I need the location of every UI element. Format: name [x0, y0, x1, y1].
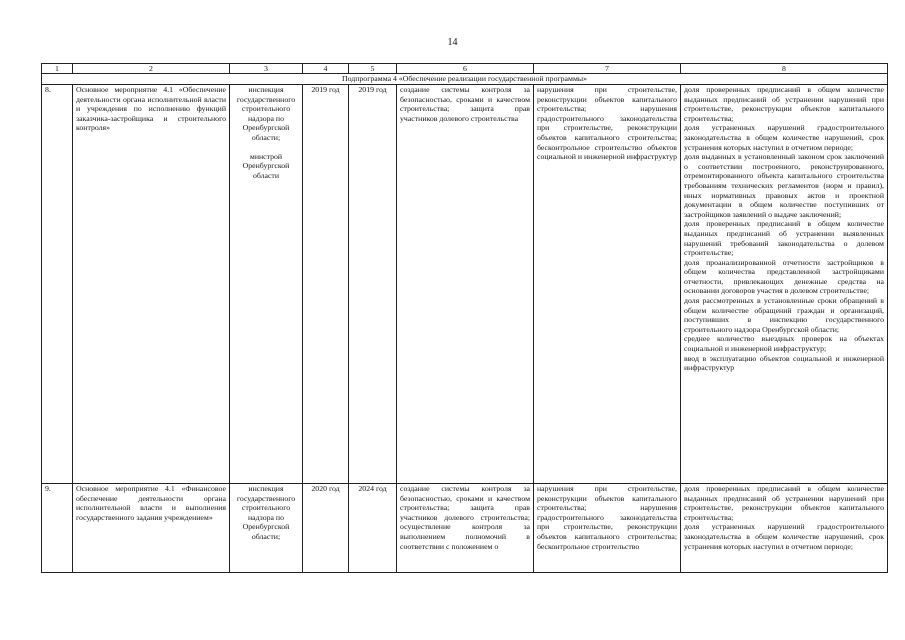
non-implementation-consequences: нарушения при строительстве, реконструкции объектов капитального строительства; нарушения градостроительного законодательства при строительстве, реконструкции объектов капитального строительства; бесконтрольное строительство: [534, 484, 681, 573]
column-header: 4: [303, 64, 349, 74]
executors-cell: [230, 484, 303, 573]
end-year: 2024 год: [349, 484, 397, 573]
indicator: среднее количество выездных проверок на объектах социальной и инженерной инфраструктур;: [684, 334, 884, 354]
indicator: доля проверенных предписаний в общем количестве выданных предписаний об устранении выявленных нарушений требований законодательства о долевом строительстве;: [684, 219, 884, 258]
start-year: 2020 год: [303, 484, 349, 573]
start-year: 2019 год: [303, 85, 349, 484]
indicator: доля выданных в установленный законом срок заключений о соответствии построенного, реконструированного, отремонтированного объекта капитального строительства требованиям технических регламентов (норм и правил), иных нормативных правовых актов и проектной документации в общем количестве поступивших от застройщиков заявлений о выдаче заключений;: [684, 152, 884, 219]
column-header: 2: [73, 64, 230, 74]
indicator: доля устраненных нарушений градостроительного законодательства в общем количестве нарушений, срок устранения которых наступил в отчетном периоде;: [684, 123, 884, 152]
row-number: 9.: [42, 484, 73, 573]
expected-results: создание системы контроля за безопасностью, сроками и качеством строительства; защита прав участников долевого строительства; осуществление контроля за выполнением полномочий в соответствии с положением о: [397, 484, 534, 573]
event-name: Основное мероприятие 4.1 «Финансовое обеспечение деятельности органа исполнительной власти и выполнения государственного задания учреждением»: [73, 484, 230, 573]
program-events-table: [41, 63, 888, 573]
executor: минстрой Оренбургской области: [242, 151, 290, 180]
indicator: доля проанализированной отчетности застройщиков в общем количества представленной застройщиками отчетности, привлекающих денежные средства на основании договоров участия в долевом строительстве;: [684, 257, 884, 296]
column-header: 8: [681, 64, 888, 74]
executor: инспекция государственного строительного надзора по Оренбургской области;: [236, 85, 296, 142]
page-number: 14: [447, 37, 458, 48]
indicator: доля устраненных нарушений градостроительного законодательства в общем количестве нарушений, срок устранения которых наступил в отчетном периоде;: [684, 522, 884, 551]
non-implementation-consequences: нарушения при строительстве, реконструкции объектов капитального строительства; нарушения градостроительного законодательства при строительстве, реконструкции объектов капитального строительства; бесконтрольное строительство объектов социальной и инженерной инфраструктур: [534, 85, 681, 484]
column-header: 7: [534, 64, 681, 74]
column-header: 1: [42, 64, 73, 74]
end-year: 2019 год: [349, 85, 397, 484]
column-number-row: [42, 64, 888, 74]
table-row: [42, 85, 888, 484]
indicators-cell: [681, 85, 888, 484]
event-name: Основное мероприятие 4.1 «Обеспечение деятельности органа исполнительной власти и учреждения по исполнению функций заказчика-застройщика и строительного контроля»: [73, 85, 230, 484]
subprogram-title: Подпрограмма 4 «Обеспечение реализации государственной программы»: [42, 74, 888, 85]
column-header: 3: [230, 64, 303, 74]
indicator: доля проверенных предписаний в общем количестве выданных предписаний об устранении нарушений при строительстве, реконструкции объектов капитального строительства;: [684, 85, 884, 123]
expected-results: создание системы контроля за безопасностью, сроками и качеством строительства; защита прав участников долевого строительства: [397, 85, 534, 484]
subprogram-row: [42, 74, 888, 85]
indicator: ввод в эксплуатацию объектов социальной и инженерной инфраструктур: [684, 353, 884, 373]
executors-cell: [230, 85, 303, 484]
indicator: доля рассмотренных в установленные сроки обращений в общем количестве обращений граждан и организаций, поступивших в инспекцию государственного строительного надзора Оренбургской области;: [684, 296, 884, 334]
executor: инспекция государственного строительного надзора по Оренбургской области;: [236, 484, 296, 541]
table-row: [42, 484, 888, 573]
indicators-cell: [681, 484, 888, 573]
indicator: доля проверенных предписаний в общем количестве выданных предписаний об устранении нарушений при строительстве, реконструкции объектов капитального строительства;: [684, 484, 884, 522]
column-header: 6: [397, 64, 534, 74]
column-header: 5: [349, 64, 397, 74]
row-number: 8.: [42, 85, 73, 484]
